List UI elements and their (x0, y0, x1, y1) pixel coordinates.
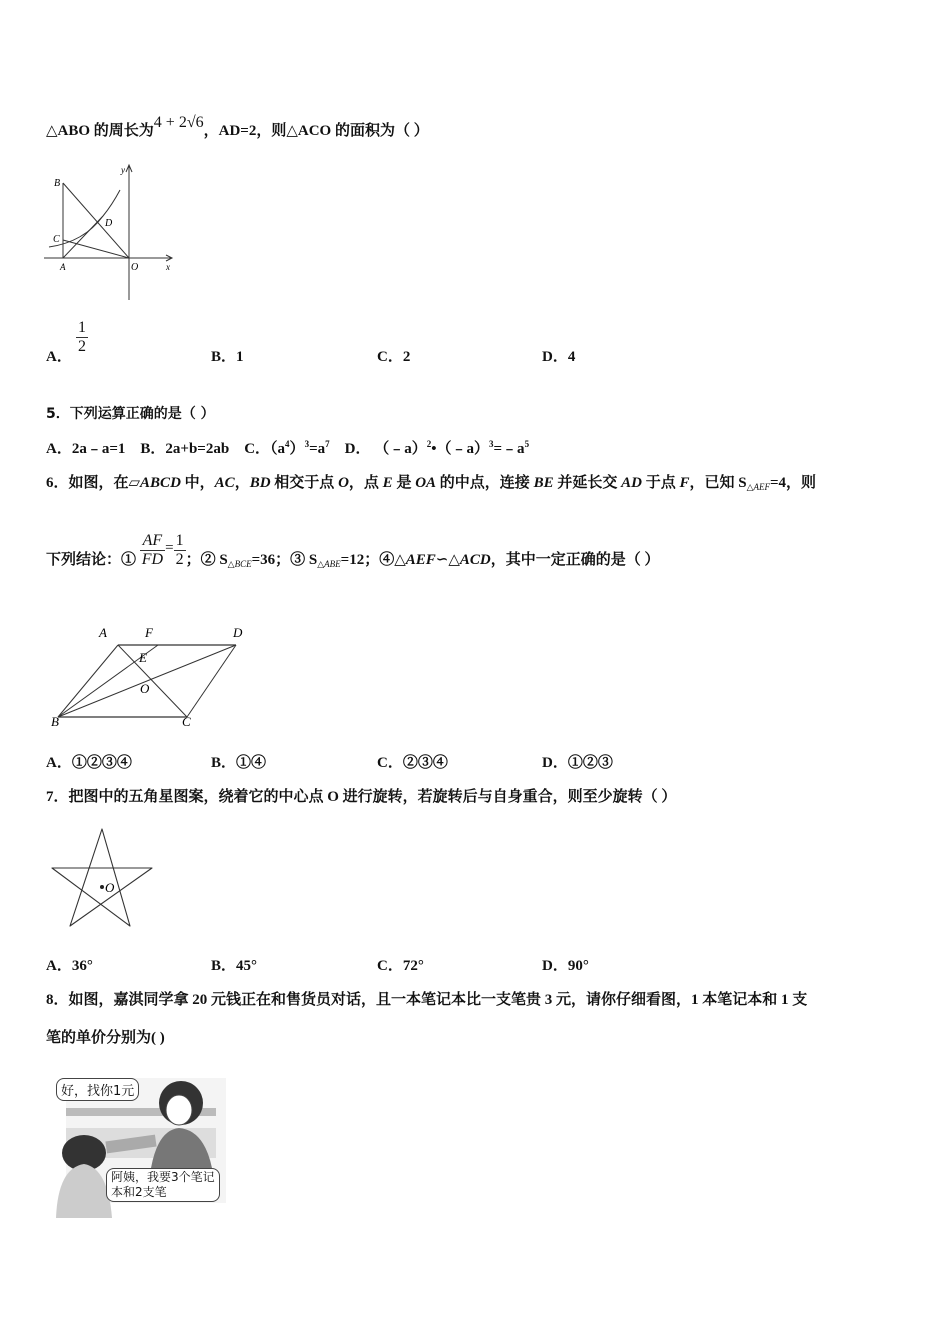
label-a: A (60, 262, 66, 272)
fraction-af-fd (140, 532, 165, 569)
expr: •（﹣a） (431, 441, 489, 457)
label-y: y (121, 165, 125, 175)
q5-options (46, 437, 529, 458)
q4-option-d[interactable] (542, 345, 575, 366)
fraction-numerator: 1 (175, 532, 184, 549)
text: 相交于点 (270, 475, 339, 491)
option-value: 45° (236, 958, 258, 974)
label-c: C (53, 234, 60, 245)
subscript: △ABE (317, 558, 341, 569)
expr: （a (270, 441, 286, 457)
text: =4，则 (769, 475, 817, 491)
exponent: 2 (426, 439, 432, 449)
subscript: △BCE (227, 558, 252, 569)
option-value: ①②③④ (71, 755, 132, 771)
text: 是 (392, 475, 416, 491)
option-letter: C． (377, 349, 403, 365)
option-letter: C． (244, 441, 271, 457)
label-d: D (105, 218, 113, 229)
q5-option-b[interactable]: B．2a+b=2ab (140, 441, 230, 457)
exponent: 4 (285, 439, 290, 449)
option-letter: B． (211, 958, 237, 974)
bubble-line-1: 阿姨，我要3个笔记 (111, 1170, 215, 1184)
option-value: 1 (236, 349, 244, 365)
text: ，点 (348, 475, 383, 491)
q6-option-a[interactable] (46, 751, 132, 772)
expr: （﹣a） (374, 441, 427, 457)
q7-star-figure (44, 825, 159, 933)
text: 6．如图，在 (46, 475, 129, 491)
q8-stem-line2: 笔的单价分别为( ) (46, 1030, 165, 1046)
q7-option-d[interactable] (542, 954, 589, 975)
expr: =﹣a (493, 441, 525, 457)
perimeter-expression: 4 + 2√6 (153, 114, 204, 131)
option-letter: B． (211, 755, 237, 771)
option-value: 36° (71, 958, 93, 974)
text: 中， (180, 475, 215, 491)
label-c: C (182, 714, 191, 729)
equals: = (165, 539, 174, 556)
q5-option-a[interactable]: A．2a﹣a=1 (46, 441, 126, 457)
fraction-one-half (174, 532, 186, 569)
q4-option-b[interactable] (211, 345, 244, 366)
math: AEF (405, 551, 436, 568)
option-letter: D． (542, 349, 568, 365)
option-letter: C． (377, 755, 403, 771)
q5-option-d[interactable] (345, 441, 529, 457)
fraction-denominator: FD (141, 551, 164, 568)
exponent: 5 (524, 439, 530, 449)
option-value: ②③④ (402, 755, 448, 771)
option-value: 4 (567, 349, 576, 365)
math: E (382, 475, 393, 491)
bubble-line-2: 本和2支笔 (111, 1185, 167, 1199)
q7-option-a[interactable] (46, 954, 93, 975)
exponent: 3 (304, 439, 310, 449)
text: ；② S (185, 551, 228, 568)
label-o: O (131, 262, 139, 273)
option-value: 2 (402, 349, 411, 365)
expr: ） (289, 441, 305, 457)
option-letter: B． (211, 349, 237, 365)
expr: =a (309, 441, 326, 457)
math: F (679, 475, 690, 491)
q4-coordinate-figure (44, 160, 184, 305)
text: ，其中一定正确的是（ ） (490, 551, 660, 568)
q4-option-c[interactable] (377, 345, 410, 366)
exponent: 3 (489, 439, 494, 449)
q4-option-a[interactable] (46, 345, 72, 366)
option-letter: A． (46, 958, 72, 974)
q6-parallelogram-figure (44, 620, 259, 732)
label-b: B (51, 714, 59, 729)
text: 于点 (641, 475, 680, 491)
label-o: O (140, 681, 150, 696)
option-value: ①④ (236, 755, 267, 771)
option-letter: A． (46, 349, 72, 365)
text: =12；④△ (340, 551, 406, 568)
q4-stem (46, 114, 429, 140)
fraction-numerator: AF (140, 532, 165, 551)
math: ACD (459, 551, 491, 568)
option-value: 90° (567, 958, 589, 974)
subscript: △AEF (746, 482, 770, 492)
math: O (338, 475, 349, 491)
option-letter: D． (542, 755, 568, 771)
option-letter: D． (542, 958, 568, 974)
label-a: A (99, 625, 107, 640)
text: 下列结论：① (46, 551, 137, 568)
label-f: F (145, 625, 153, 640)
parallelogram-symbol: ▱ABCD (128, 475, 181, 491)
q4-option-a-fraction (76, 319, 88, 356)
q8-stem-line1: 8．如图，嘉淇同学拿 20 元钱正在和售货员对话，且一本笔记本比一支笔贵 3 元，请你仔细看图，1 本笔记本和 1 支 (46, 992, 808, 1008)
label-e: E (139, 650, 147, 665)
fraction-numerator: 1 (78, 319, 86, 336)
label-b: B (54, 178, 61, 189)
q7-stem: 7．把图中的五角星图案，绕着它的中心点 O 进行旋转，若旋转后与自身重合，则至少旋转（ ） (46, 789, 677, 805)
label-x: x (166, 262, 170, 272)
math: AC (214, 475, 235, 491)
q6-option-c[interactable] (377, 751, 448, 772)
option-letter: D． (344, 441, 371, 457)
student-speech-bubble (106, 1168, 220, 1202)
math: AD (621, 475, 642, 491)
label-d: D (233, 625, 243, 640)
text: 的中点，连接 (436, 475, 534, 491)
q6-option-b[interactable] (211, 751, 266, 772)
clerk-speech-bubble: 好，找你1元 (56, 1078, 139, 1101)
math: BD (249, 475, 271, 491)
q6-stem-line2 (46, 532, 659, 570)
math: BE (533, 475, 554, 491)
q4-stem-prefix: △ABO 的周长为 (46, 123, 154, 139)
q5-option-c[interactable] (244, 441, 329, 457)
option-value: 72° (402, 958, 424, 974)
option-letter: A． (46, 755, 72, 771)
fraction-denominator: 2 (175, 551, 184, 568)
option-value: ①②③ (567, 755, 613, 771)
fraction-denominator: 2 (78, 338, 86, 355)
option-letter: C． (377, 958, 403, 974)
text: =36；③ S (251, 551, 318, 568)
exponent: 7 (325, 439, 330, 449)
text: ， (234, 475, 250, 491)
q7-option-c[interactable] (377, 954, 424, 975)
q6-stem-line1 (46, 471, 816, 493)
text: ∽△ (435, 551, 460, 568)
q6-option-d[interactable] (542, 751, 613, 772)
math: OA (415, 475, 437, 491)
text: ，已知 S (689, 475, 747, 491)
q8-shop-illustration (46, 1068, 242, 1218)
label-o: O (105, 880, 115, 895)
q5-stem: 5．下列运算正确的是（ ） (46, 406, 215, 422)
q4-stem-suffix: ，AD=2，则△ACO 的面积为（ ） (203, 123, 429, 139)
text: 并延长交 (553, 475, 622, 491)
q7-option-b[interactable] (211, 954, 257, 975)
